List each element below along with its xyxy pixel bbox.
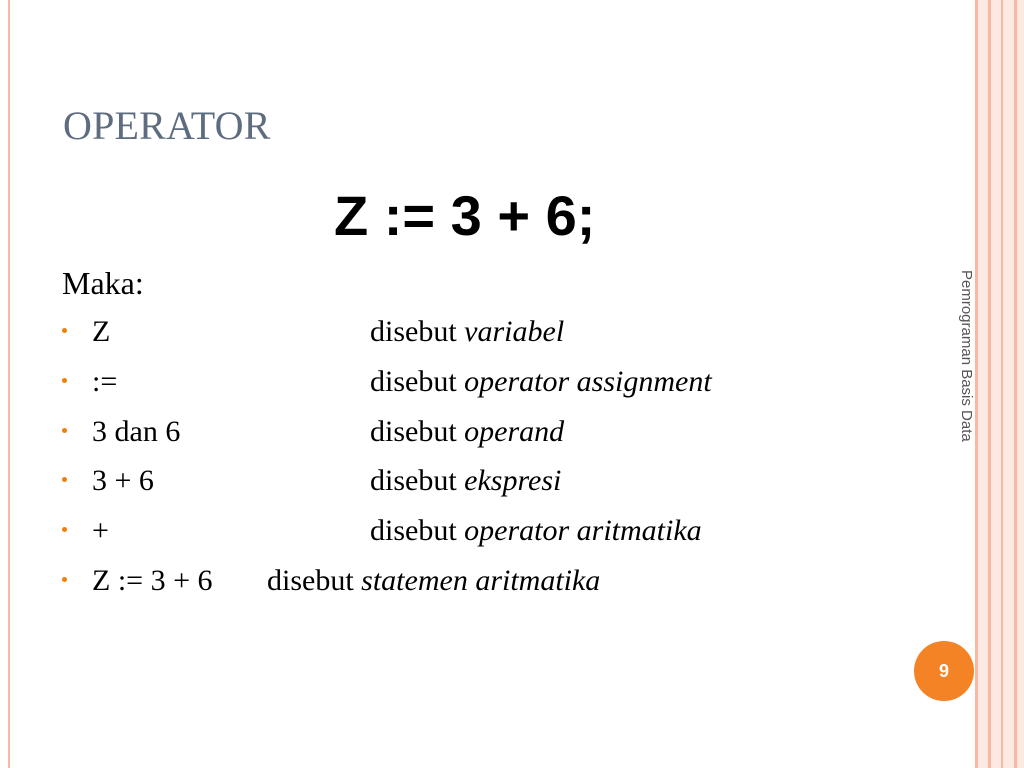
equation: Z := 3 + 6; bbox=[334, 184, 596, 247]
description-prefix: disebut bbox=[370, 365, 457, 398]
bullet-item-ekspresi bbox=[62, 466, 882, 506]
description-term: variabel bbox=[464, 315, 565, 348]
bullet-item-variabel bbox=[62, 317, 882, 357]
slide-title: OPERATOR bbox=[63, 103, 271, 148]
bullet-dot-icon bbox=[62, 527, 67, 532]
bullet-description bbox=[370, 466, 561, 496]
description-prefix: disebut bbox=[370, 464, 457, 497]
description-term: operator aritmatika bbox=[464, 514, 702, 547]
bullet-dot-icon bbox=[62, 428, 67, 433]
bullet-description bbox=[370, 367, 712, 397]
description-term: operator assignment bbox=[464, 365, 712, 398]
description-term: statemen aritmatika bbox=[361, 564, 601, 597]
bullet-item-operand bbox=[62, 417, 882, 457]
bullet-description bbox=[370, 516, 702, 546]
bullet-term: 3 + 6 bbox=[92, 464, 154, 497]
bullet-description bbox=[370, 317, 564, 347]
bullet-term: := bbox=[92, 365, 118, 398]
bullet-term: 3 dan 6 bbox=[92, 415, 181, 448]
description-prefix: disebut bbox=[370, 514, 457, 547]
right-frame-line bbox=[988, 0, 991, 768]
page-number-badge: 9 bbox=[914, 641, 974, 701]
bullet-item-aritmatika bbox=[62, 516, 882, 556]
bullet-dot-icon bbox=[62, 328, 67, 333]
bullet-description bbox=[370, 417, 564, 447]
right-frame-line bbox=[1001, 0, 1003, 768]
intro-text: Maka: bbox=[62, 265, 144, 301]
bullet-description bbox=[267, 566, 600, 596]
bullet-dot-icon bbox=[62, 477, 67, 482]
description-term: operand bbox=[464, 415, 565, 448]
bullet-term: + bbox=[92, 514, 109, 547]
bullet-dot-icon bbox=[62, 378, 67, 383]
footer-side-label: Pemrograman Basis Data bbox=[958, 270, 975, 442]
description-prefix: disebut bbox=[267, 564, 354, 597]
bullet-term: Z bbox=[92, 315, 111, 348]
bullet-dot-icon bbox=[62, 577, 67, 582]
bullet-term: Z := 3 + 6 bbox=[92, 564, 213, 597]
bullet-item-statemen bbox=[62, 566, 882, 606]
description-term: ekspresi bbox=[464, 464, 562, 497]
description-prefix: disebut bbox=[370, 315, 457, 348]
right-frame-line bbox=[975, 0, 978, 768]
description-prefix: disebut bbox=[370, 415, 457, 448]
right-frame-line bbox=[1014, 0, 1017, 768]
bullet-item-assignment bbox=[62, 367, 882, 407]
